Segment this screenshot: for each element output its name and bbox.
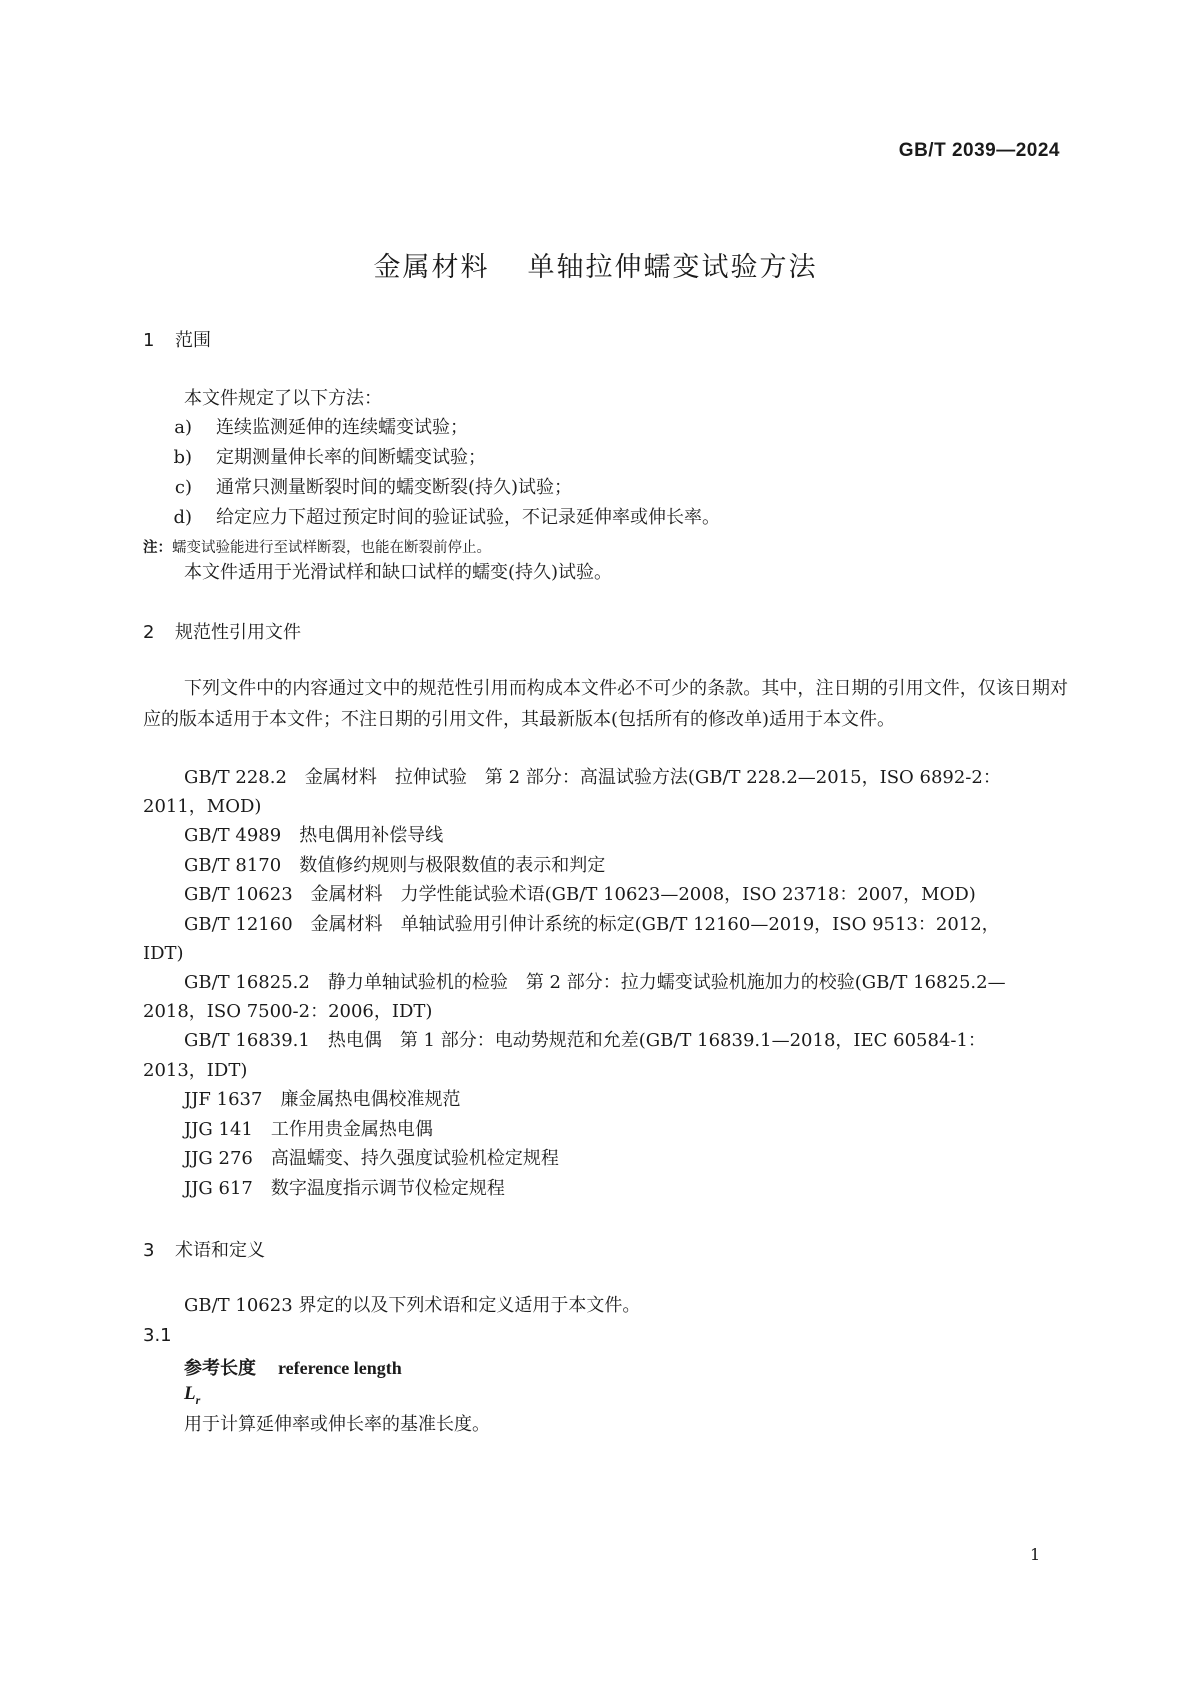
document-title bbox=[0, 245, 1191, 284]
reference-line: GB/T 16825.2 静力单轴试验机的检验 第 2 部分：拉力蠕变试验机施加力的校验(GB/T 16825.2— bbox=[184, 972, 1006, 993]
term-number: 3.1 bbox=[143, 1325, 172, 1346]
section-3-heading: 3 术语和定义 bbox=[143, 1240, 265, 1261]
section-1-applicability: 本文件适用于光滑试样和缺口试样的蠕变(持久)试验。 bbox=[184, 562, 613, 583]
section-3-intro: GB/T 10623 界定的以及下列术语和定义适用于本文件。 bbox=[184, 1295, 641, 1316]
reference-line: JJG 141 工作用贵金属热电偶 bbox=[184, 1119, 433, 1140]
term-symbol: $L_r$ bbox=[184, 1383, 201, 1407]
document-number: GB/T 2039—2024 bbox=[898, 140, 1060, 161]
list-item: b) 定期测量伸长率的间断蠕变试验； bbox=[173, 447, 486, 468]
section-2-heading: 2 规范性引用文件 bbox=[143, 622, 301, 643]
term-definition: 用于计算延伸率或伸长率的基准长度。 bbox=[184, 1414, 490, 1435]
reference-line: 2011，MOD) bbox=[143, 796, 262, 817]
reference-line: GB/T 10623 金属材料 力学性能试验术语(GB/T 10623—2008，ISO 23718：2007，MOD) bbox=[184, 884, 976, 905]
term-zh: 参考长度 bbox=[184, 1358, 256, 1379]
reference-line: 2018，ISO 7500-2：2006，IDT) bbox=[143, 1001, 433, 1022]
reference-line: GB/T 16839.1 热电偶 第 1 部分：电动势规范和允差(GB/T 16839.1—2018，IEC 60584-1： bbox=[184, 1030, 986, 1051]
note-text: 蠕变试验能进行至试样断裂，也能在断裂前停止。 bbox=[172, 540, 491, 556]
reference-line: JJG 276 高温蠕变、持久强度试验机检定规程 bbox=[184, 1148, 559, 1169]
list-item: a) 连续监测延伸的连续蠕变试验； bbox=[174, 417, 468, 438]
reference-line: GB/T 8170 数值修约规则与极限数值的表示和判定 bbox=[184, 855, 606, 876]
reference-line: GB/T 228.2 金属材料 拉伸试验 第 2 部分：高温试验方法(GB/T 228.2—2015，ISO 6892-2： bbox=[184, 767, 1001, 788]
reference-line: GB/T 12160 金属材料 单轴试验用引伸计系统的标定(GB/T 12160—2019，ISO 9513：2012， bbox=[184, 914, 1000, 935]
section-1-heading: 1 范围 bbox=[143, 330, 211, 351]
term-heading bbox=[184, 1354, 402, 1380]
list-item: d) 给定应力下超过预定时间的验证试验，不记录延伸率或伸长率。 bbox=[173, 507, 720, 528]
note bbox=[143, 536, 491, 557]
list-item: c) 通常只测量断裂时间的蠕变断裂(持久)试验； bbox=[174, 477, 573, 498]
reference-line: JJF 1637 廉金属热电偶校准规范 bbox=[184, 1089, 461, 1110]
title-part-1: 金属材料 bbox=[373, 252, 490, 283]
section-2-intro: 下列文件中的内容通过文中的规范性引用而构成本文件必不可少的条款。其中，注日期的引用文件，仅该日期对应的版本适用于本文件；不注日期的引用文件，其最新版本(包括所有的修改单)适用于本文件。 bbox=[143, 678, 1068, 730]
note-label: 注： bbox=[143, 540, 172, 556]
reference-line: JJG 617 数字温度指示调节仪检定规程 bbox=[184, 1178, 505, 1199]
term-en: reference length bbox=[278, 1358, 402, 1378]
page-number: 1 bbox=[1030, 1545, 1041, 1564]
title-part-2: 单轴拉伸蠕变试验方法 bbox=[527, 252, 818, 283]
reference-line: GB/T 4989 热电偶用补偿导线 bbox=[184, 825, 444, 846]
reference-line: IDT) bbox=[143, 943, 184, 964]
section-1-intro: 本文件规定了以下方法： bbox=[184, 388, 382, 409]
reference-line: 2013，IDT) bbox=[143, 1060, 248, 1081]
